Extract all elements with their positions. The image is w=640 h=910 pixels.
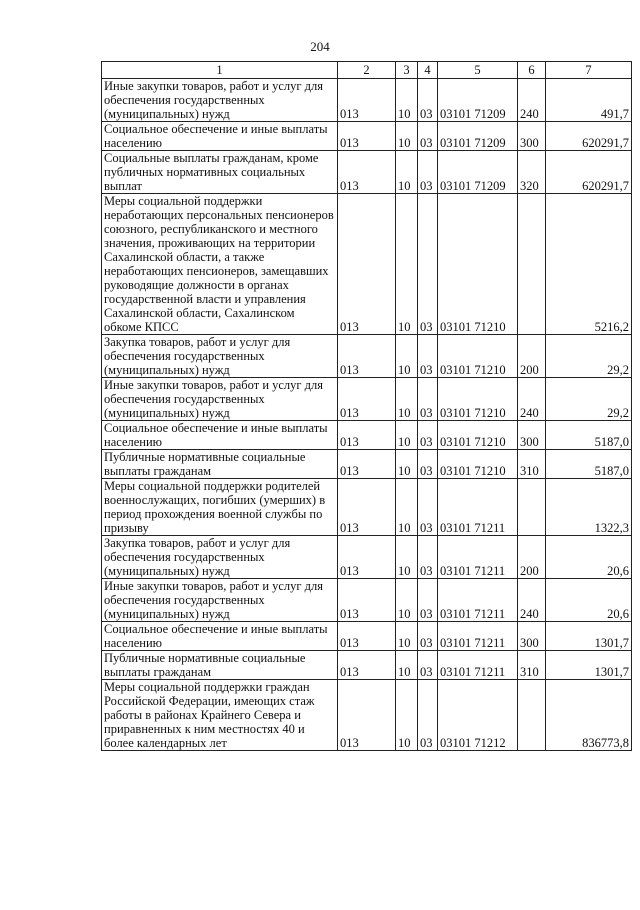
code-section-cell: 10 bbox=[396, 378, 418, 421]
code-subsection-cell: 03 bbox=[418, 122, 438, 151]
table-row bbox=[102, 194, 632, 335]
amount-cell: 836773,8 bbox=[546, 680, 632, 751]
header-cell: 7 bbox=[546, 62, 632, 79]
code-admin-cell: 013 bbox=[338, 479, 396, 536]
code-section-cell: 10 bbox=[396, 622, 418, 651]
code-subsection-cell: 03 bbox=[418, 335, 438, 378]
code-subsection-cell: 03 bbox=[418, 450, 438, 479]
row-name-cell: Меры социальной поддержки неработающих персональных пенсионеров союзного, республиканского и местного значения, проживающих на территории Сахалинской области, а также неработающих пенсионеров, замещавших руководящие должности в органах государственной власти и управления Сахалинской области, Сахалинском обкоме КПСС bbox=[102, 194, 338, 335]
code-subsection-cell: 03 bbox=[418, 79, 438, 122]
target-article-cell: 03101 71209 bbox=[438, 151, 518, 194]
code-section-cell: 10 bbox=[396, 421, 418, 450]
expense-type-cell: 200 bbox=[518, 536, 546, 579]
budget-table bbox=[101, 61, 632, 751]
expense-type-cell: 200 bbox=[518, 335, 546, 378]
amount-cell: 5187,0 bbox=[546, 450, 632, 479]
table-row bbox=[102, 122, 632, 151]
header-cell: 2 bbox=[338, 62, 396, 79]
code-admin-cell: 013 bbox=[338, 122, 396, 151]
code-section-cell: 10 bbox=[396, 651, 418, 680]
code-section-cell: 10 bbox=[396, 536, 418, 579]
row-name-cell: Социальное обеспечение и иные выплаты населению bbox=[102, 622, 338, 651]
code-section-cell: 10 bbox=[396, 335, 418, 378]
row-name-cell: Социальные выплаты гражданам, кроме публичных нормативных социальных выплат bbox=[102, 151, 338, 194]
code-admin-cell: 013 bbox=[338, 450, 396, 479]
code-subsection-cell: 03 bbox=[418, 194, 438, 335]
table-row bbox=[102, 579, 632, 622]
target-article-cell: 03101 71210 bbox=[438, 335, 518, 378]
amount-cell: 1301,7 bbox=[546, 651, 632, 680]
target-article-cell: 03101 71211 bbox=[438, 579, 518, 622]
target-article-cell: 03101 71210 bbox=[438, 450, 518, 479]
row-name-cell: Иные закупки товаров, работ и услуг для обеспечения государственных (муниципальных) нужд bbox=[102, 378, 338, 421]
amount-cell: 5216,2 bbox=[546, 194, 632, 335]
row-name-cell: Иные закупки товаров, работ и услуг для обеспечения государственных (муниципальных) нужд bbox=[102, 79, 338, 122]
table-row bbox=[102, 651, 632, 680]
table-row bbox=[102, 479, 632, 536]
target-article-cell: 03101 71212 bbox=[438, 680, 518, 751]
amount-cell: 620291,7 bbox=[546, 151, 632, 194]
expense-type-cell bbox=[518, 194, 546, 335]
code-admin-cell: 013 bbox=[338, 579, 396, 622]
code-subsection-cell: 03 bbox=[418, 421, 438, 450]
target-article-cell: 03101 71211 bbox=[438, 651, 518, 680]
expense-type-cell: 300 bbox=[518, 122, 546, 151]
target-article-cell: 03101 71211 bbox=[438, 622, 518, 651]
row-name-cell: Публичные нормативные социальные выплаты гражданам bbox=[102, 450, 338, 479]
code-section-cell: 10 bbox=[396, 680, 418, 751]
code-subsection-cell: 03 bbox=[418, 378, 438, 421]
row-name-cell: Публичные нормативные социальные выплаты гражданам bbox=[102, 651, 338, 680]
page-number: 204 bbox=[310, 39, 330, 54]
table-row bbox=[102, 450, 632, 479]
code-section-cell: 10 bbox=[396, 194, 418, 335]
code-admin-cell: 013 bbox=[338, 79, 396, 122]
code-admin-cell: 013 bbox=[338, 151, 396, 194]
expense-type-cell: 320 bbox=[518, 151, 546, 194]
table-row bbox=[102, 151, 632, 194]
code-section-cell: 10 bbox=[396, 122, 418, 151]
amount-cell: 620291,7 bbox=[546, 122, 632, 151]
code-admin-cell: 013 bbox=[338, 651, 396, 680]
expense-type-cell: 300 bbox=[518, 421, 546, 450]
amount-cell: 1301,7 bbox=[546, 622, 632, 651]
table-row bbox=[102, 680, 632, 751]
target-article-cell: 03101 71210 bbox=[438, 378, 518, 421]
code-subsection-cell: 03 bbox=[418, 622, 438, 651]
table-row bbox=[102, 536, 632, 579]
table-row bbox=[102, 622, 632, 651]
code-section-cell: 10 bbox=[396, 79, 418, 122]
amount-cell: 1322,3 bbox=[546, 479, 632, 536]
code-subsection-cell: 03 bbox=[418, 536, 438, 579]
target-article-cell: 03101 71210 bbox=[438, 421, 518, 450]
code-subsection-cell: 03 bbox=[418, 680, 438, 751]
amount-cell: 20,6 bbox=[546, 536, 632, 579]
expense-type-cell: 240 bbox=[518, 378, 546, 421]
table-row bbox=[102, 421, 632, 450]
target-article-cell: 03101 71211 bbox=[438, 479, 518, 536]
table-row bbox=[102, 335, 632, 378]
code-subsection-cell: 03 bbox=[418, 479, 438, 536]
amount-cell: 20,6 bbox=[546, 579, 632, 622]
code-admin-cell: 013 bbox=[338, 622, 396, 651]
header-cell: 6 bbox=[518, 62, 546, 79]
amount-cell: 491,7 bbox=[546, 79, 632, 122]
expense-type-cell: 300 bbox=[518, 622, 546, 651]
expense-type-cell: 310 bbox=[518, 450, 546, 479]
code-admin-cell: 013 bbox=[338, 378, 396, 421]
code-admin-cell: 013 bbox=[338, 335, 396, 378]
target-article-cell: 03101 71209 bbox=[438, 79, 518, 122]
expense-type-cell: 310 bbox=[518, 651, 546, 680]
code-section-cell: 10 bbox=[396, 579, 418, 622]
row-name-cell: Закупка товаров, работ и услуг для обеспечения государственных (муниципальных) нужд bbox=[102, 536, 338, 579]
expense-type-cell: 240 bbox=[518, 79, 546, 122]
expense-type-cell: 240 bbox=[518, 579, 546, 622]
code-section-cell: 10 bbox=[396, 151, 418, 194]
code-subsection-cell: 03 bbox=[418, 579, 438, 622]
code-admin-cell: 013 bbox=[338, 680, 396, 751]
expense-type-cell bbox=[518, 680, 546, 751]
header-row bbox=[102, 62, 632, 79]
target-article-cell: 03101 71209 bbox=[438, 122, 518, 151]
table-row bbox=[102, 79, 632, 122]
row-name-cell: Социальное обеспечение и иные выплаты населению bbox=[102, 421, 338, 450]
amount-cell: 5187,0 bbox=[546, 421, 632, 450]
header-cell: 5 bbox=[438, 62, 518, 79]
row-name-cell: Меры социальной поддержки родителей военнослужащих, погибших (умерших) в период прохождения военной службы по призыву bbox=[102, 479, 338, 536]
code-section-cell: 10 bbox=[396, 450, 418, 479]
header-cell: 1 bbox=[102, 62, 338, 79]
amount-cell: 29,2 bbox=[546, 335, 632, 378]
code-subsection-cell: 03 bbox=[418, 151, 438, 194]
row-name-cell: Закупка товаров, работ и услуг для обеспечения государственных (муниципальных) нужд bbox=[102, 335, 338, 378]
table-row bbox=[102, 378, 632, 421]
amount-cell: 29,2 bbox=[546, 378, 632, 421]
code-admin-cell: 013 bbox=[338, 421, 396, 450]
code-subsection-cell: 03 bbox=[418, 651, 438, 680]
row-name-cell: Меры социальной поддержки граждан Российской Федерации, имеющих стаж работы в районах Крайнего Севера и приравненных к ним местностях 40 и более календарных лет bbox=[102, 680, 338, 751]
expense-type-cell bbox=[518, 479, 546, 536]
target-article-cell: 03101 71210 bbox=[438, 194, 518, 335]
code-admin-cell: 013 bbox=[338, 194, 396, 335]
header-cell: 4 bbox=[418, 62, 438, 79]
code-admin-cell: 013 bbox=[338, 536, 396, 579]
row-name-cell: Иные закупки товаров, работ и услуг для обеспечения государственных (муниципальных) нужд bbox=[102, 579, 338, 622]
row-name-cell: Социальное обеспечение и иные выплаты населению bbox=[102, 122, 338, 151]
header-cell: 3 bbox=[396, 62, 418, 79]
target-article-cell: 03101 71211 bbox=[438, 536, 518, 579]
code-section-cell: 10 bbox=[396, 479, 418, 536]
